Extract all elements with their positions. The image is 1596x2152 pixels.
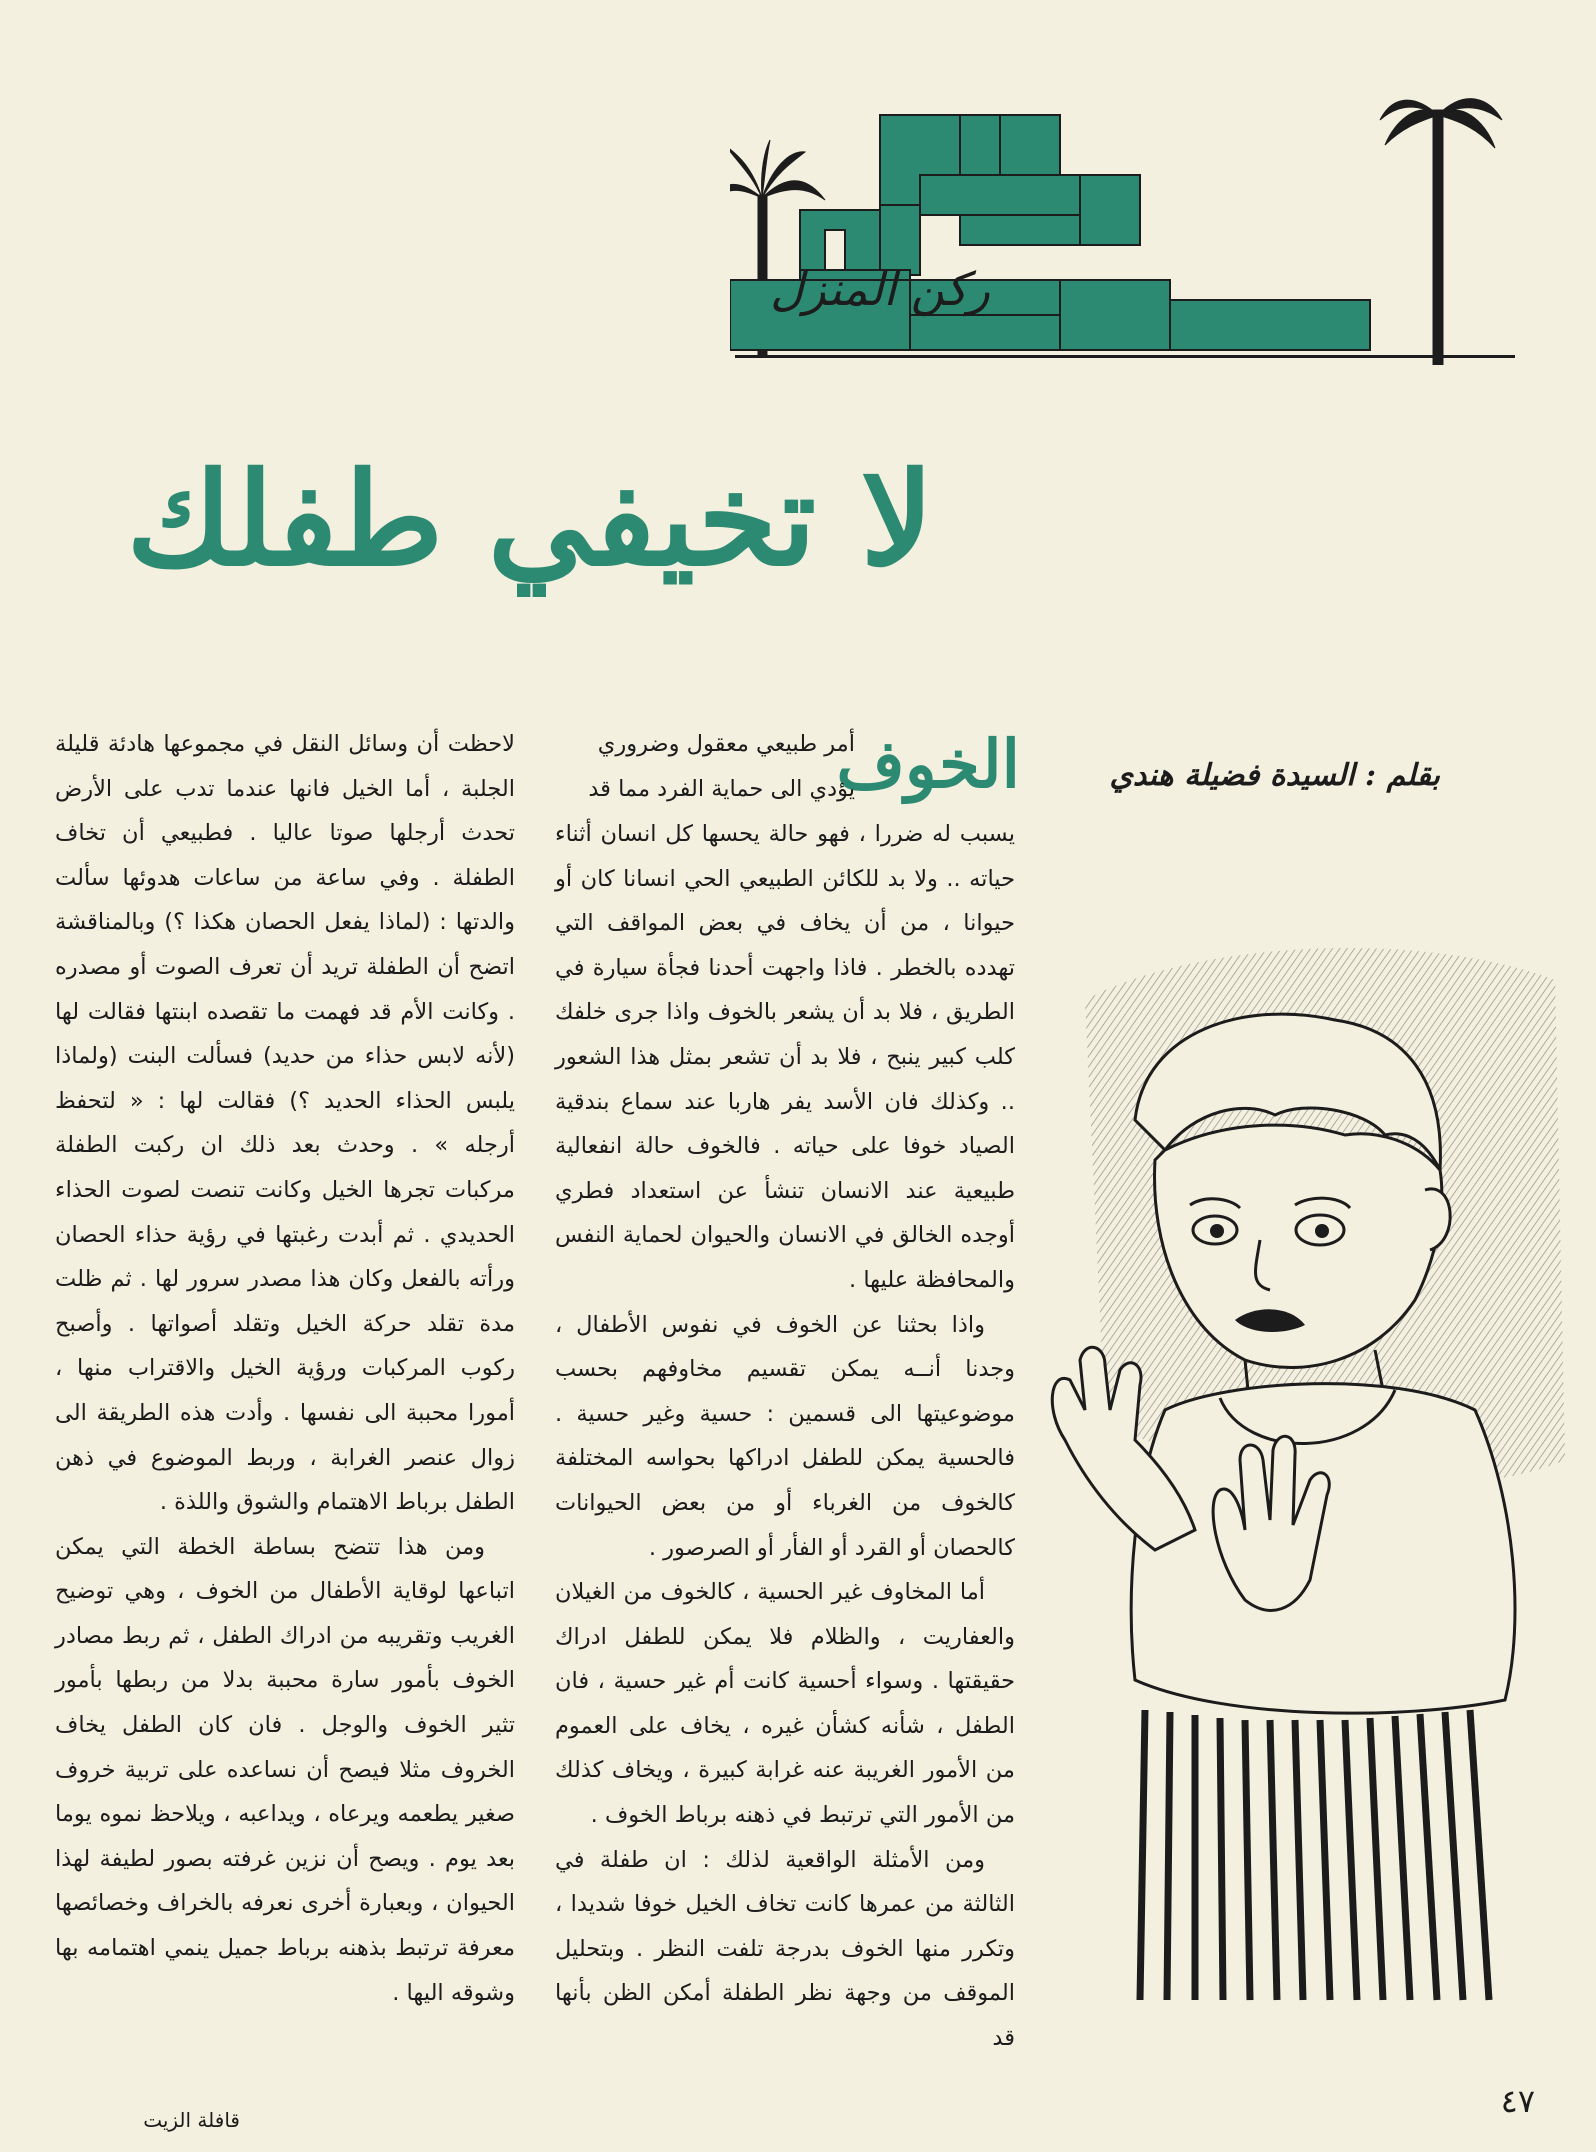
header-divider [735,355,1515,358]
paragraph: يسبب له ضررا ، فهو حالة يحسها كل انسان أثناء حياته .. ولا بد للكائن الطبيعي الحي انسانا كان أو حيوانا ، من أن يخاف في بعض المواقف التي تهدده بالخطر . فاذا واجهت أحدنا فجأة سيارة في الطريق ، فلا بد أن يشعر بالخوف واذا جرى خلفك كلب كبير ينبح ، فلا بد أن تشعر بمثل هذا الشعور .. وكذلك فان الأسد يفر هاربا عند سماع بندقية الصياد خوفا على حياته . فالخوف حالة انفعالية طبيعية عند الانسان تنشأ عن استعداد فطري أوجده الخالق في الانسان والحيوان لحماية النفس والمحافظة عليها . [555,821,1015,1293]
article-title: لا تخيفي طفلك [126,445,934,595]
lead-line-1: أمر طبيعي معقول وضروري [597,731,855,757]
paragraph: ومن الأمثلة الواقعية لذلك : ان طفلة في الثالثة من عمرها كانت تخاف الخيل خوفا شديدا ، وتكرر منها الخوف بدرجة تلفت النظر . وبتحليل الموقف من وجهة نظر الطفلة أمكن الظن بأنها قد [555,1846,1015,2052]
article-byline: بقلم : السيدة فضيلة هندي [1109,758,1440,793]
paragraph: لاحظت أن وسائل النقل في مجموعها هادئة قليلة الجلبة ، أما الخيل فانها عندما تدب على الأرض تحدث أرجلها صوتا عاليا . فطبيعي أن تخاف الطفلة . وفي ساعة من ساعات هدوئها سألت والدتها : (لماذا يفعل الحصان هكذا ؟) وبالمناقشة اتضح أن الطفلة تريد أن تعرف الصوت أو مصدره . وكانت الأم قد فهمت ما تقصده ابنتها فقالت لها (لأنه لابس حذاء من حديد) فسألت البنت (ولماذا يلبس الحذاء الحديد ؟) فقالت لها : « لتحفظ أرجله » . وحدث بعد ذلك ان ركبت الطفلة مركبات تجرها الخيل وكانت تنصت لصوت الحذاء الحديدي . ثم أبدت رغبتها في رؤية حذاء الحصان ورأته بالفعل وكان هذا مصدر سرور لها . ثم ظلت مدة تقلد حركة الخيل وتقلد أصواتها . وأصبح ركوب المركبات ورؤية الخيل والاقتراب منها ، أمورا محببة الى نفسها . وأدت هذه الطريقة الى زوال عنصر الغرابة ، وربط الموضوع في ذهن الطفل برباط الاهتمام والشوق واللذة . [55,731,515,1516]
article-column-right [555,812,1015,2061]
page-number: ٤٧ [1500,2082,1535,2120]
lead-lines [555,722,855,811]
lead-line-2: يؤدي الى حماية الفرد مما قد [588,775,855,802]
paragraph: ومن هذا تتضح بساطة الخطة التي يمكن اتباعها لوقاية الأطفال من الخوف ، وهي توضيح الغريب وتقريبه من ادراك الطفل ، ثم ربط مصادر الخوف بأمور سارة محببة بدلا من ربطها بأمور تثير الخوف والوجل . فان كان الطفل يخاف الخروف مثلا فيصح أن نساعده على تربية خروف صغير يطعمه ويرعاه ، ويداعبه ، ويلاحظ نموه يوما بعد يوم . ويصح أن نزين غرفته بصور لطيفة لهذا الحيوان ، وبعبارة أخرى نعرفه بالخراف وخصائصها معرفة ترتبط بذهنه برباط جميل ينمي اهتمامه بها وشوقه اليها . [55,1533,515,2006]
paragraph: واذا بحثنا عن الخوف في نفوس الأطفال ، وجدنا أنــه يمكن تقسيم مخاوفهم بحسب موضوعيتها الى قسمين : حسية وغير حسية . فالحسية يمكن للطفل ادراكها بحواسه المختلفة كالخوف من الغرباء أو من بعض الحيوانات كالحصان أو القرد أو الفأر أو الصرصور . [555,1311,1015,1561]
frightened-child-illustration [1045,940,1585,2020]
article-column-left [55,722,515,2015]
house-with-palm-trees-icon [730,90,1520,365]
paragraph: أما المخاوف غير الحسية ، كالخوف من الغيلان والعفاريت ، والظلام فلا يمكن للطفل ادراك حقيقتها . وسواء أحسية كانت أم غير حسية ، فان الطفل ، شأنه كشأن غيره ، يخاف على العموم من الأمور الغريبة عنه غرابة كبيرة ، ويخاف كذلك من الأمور التي ترتبط في ذهنه برباط الخوف . [555,1579,1015,1829]
magazine-name: قافلة الزيت [143,2108,240,2132]
section-title: ركن المنزل [770,262,990,316]
lead-word: الخوف [836,725,1020,803]
